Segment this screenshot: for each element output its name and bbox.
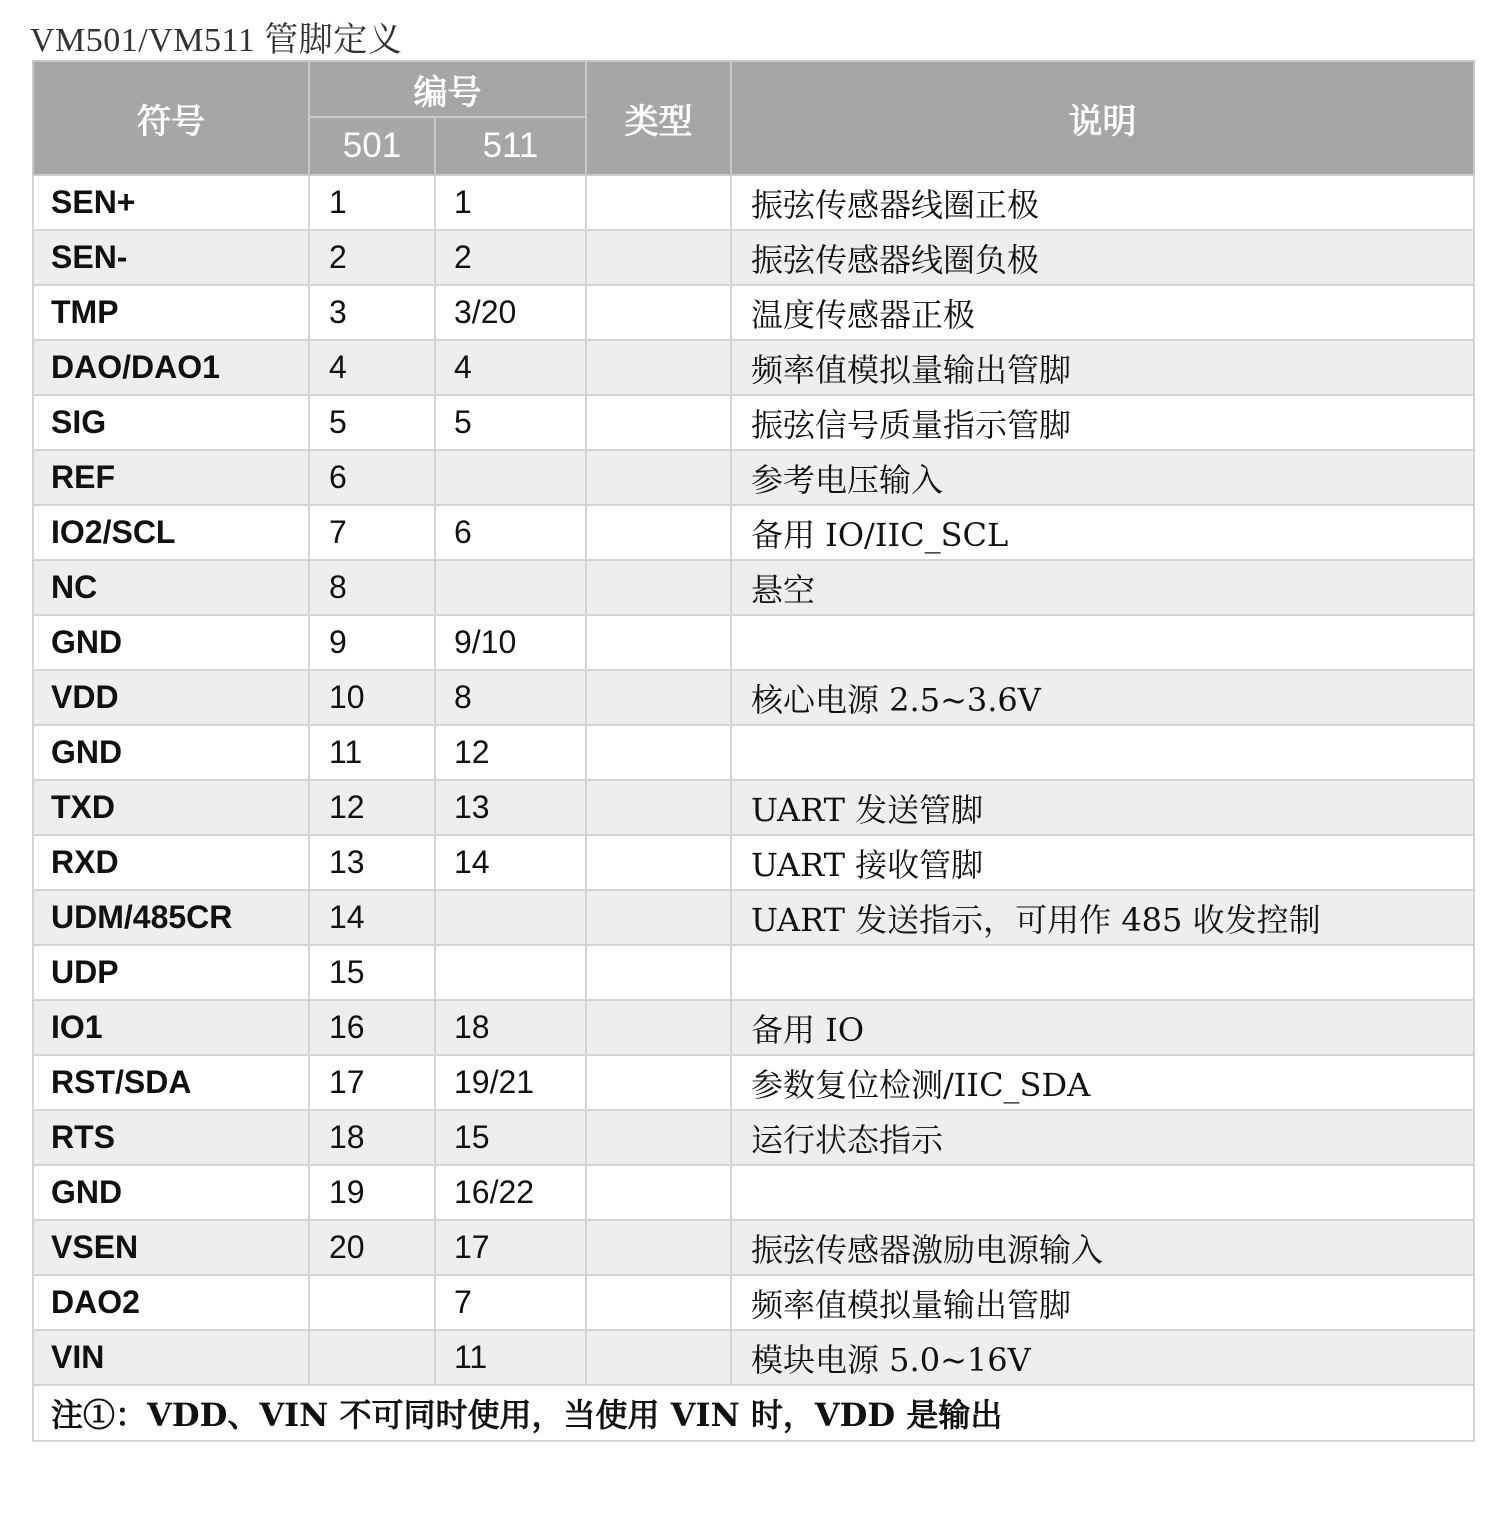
cell-type xyxy=(586,1330,731,1385)
cell-type xyxy=(586,175,731,230)
cell-501: 7 xyxy=(309,505,435,560)
cell-511: 1 xyxy=(435,175,586,230)
cell-511: 14 xyxy=(435,835,586,890)
cell-type xyxy=(586,395,731,450)
table-row xyxy=(33,230,1474,285)
cell-symbol: RST/SDA xyxy=(33,1055,309,1110)
table-row xyxy=(33,1330,1474,1385)
cell-symbol: IO2/SCL xyxy=(33,505,309,560)
cell-type xyxy=(586,615,731,670)
cell-description xyxy=(731,1165,1474,1220)
cell-501: 2 xyxy=(309,230,435,285)
table-row xyxy=(33,1055,1474,1110)
cell-symbol: NC xyxy=(33,560,309,615)
header-number: 编号 xyxy=(309,61,586,117)
cell-type xyxy=(586,1110,731,1165)
cell-501: 18 xyxy=(309,1110,435,1165)
cell-type xyxy=(586,945,731,1000)
header-511: 511 xyxy=(435,117,586,175)
cell-description: 运行状态指示 xyxy=(731,1110,1474,1165)
cell-501: 14 xyxy=(309,890,435,945)
table-note: 注①：VDD、VIN 不可同时使用，当使用 VIN 时，VDD 是输出 xyxy=(33,1385,1474,1441)
cell-symbol: RTS xyxy=(33,1110,309,1165)
cell-symbol: VIN xyxy=(33,1330,309,1385)
cell-511: 15 xyxy=(435,1110,586,1165)
cell-511: 3/20 xyxy=(435,285,586,340)
cell-511: 11 xyxy=(435,1330,586,1385)
cell-type xyxy=(586,1165,731,1220)
cell-symbol: SEN+ xyxy=(33,175,309,230)
cell-511: 17 xyxy=(435,1220,586,1275)
cell-type xyxy=(586,1000,731,1055)
cell-501: 15 xyxy=(309,945,435,1000)
cell-symbol: GND xyxy=(33,725,309,780)
cell-description: UART 接收管脚 xyxy=(731,835,1474,890)
cell-type xyxy=(586,835,731,890)
cell-501: 11 xyxy=(309,725,435,780)
cell-description: 振弦传感器激励电源输入 xyxy=(731,1220,1474,1275)
cell-type xyxy=(586,230,731,285)
cell-511: 4 xyxy=(435,340,586,395)
header-description: 说明 xyxy=(731,61,1474,175)
cell-501: 10 xyxy=(309,670,435,725)
cell-symbol: VSEN xyxy=(33,1220,309,1275)
cell-type xyxy=(586,780,731,835)
cell-symbol: DAO2 xyxy=(33,1275,309,1330)
cell-symbol: SEN- xyxy=(33,230,309,285)
cell-511: 13 xyxy=(435,780,586,835)
cell-type xyxy=(586,285,731,340)
cell-type xyxy=(586,505,731,560)
cell-501: 8 xyxy=(309,560,435,615)
table-row xyxy=(33,395,1474,450)
cell-symbol: GND xyxy=(33,1165,309,1220)
cell-type xyxy=(586,340,731,395)
cell-symbol: DAO/DAO1 xyxy=(33,340,309,395)
table-row xyxy=(33,1110,1474,1165)
cell-symbol: RXD xyxy=(33,835,309,890)
cell-501: 16 xyxy=(309,1000,435,1055)
cell-description: 备用 IO/IIC_SCL xyxy=(731,505,1474,560)
table-row xyxy=(33,835,1474,890)
cell-description: UART 发送管脚 xyxy=(731,780,1474,835)
cell-511: 7 xyxy=(435,1275,586,1330)
page-title: VM501/VM511 管脚定义 xyxy=(30,22,403,59)
cell-description: 备用 IO xyxy=(731,1000,1474,1055)
table-row xyxy=(33,945,1474,1000)
cell-511: 5 xyxy=(435,395,586,450)
cell-511: 19/21 xyxy=(435,1055,586,1110)
cell-symbol: TMP xyxy=(33,285,309,340)
cell-501 xyxy=(309,1330,435,1385)
cell-501: 3 xyxy=(309,285,435,340)
cell-501: 4 xyxy=(309,340,435,395)
cell-type xyxy=(586,450,731,505)
cell-511 xyxy=(435,945,586,1000)
cell-type xyxy=(586,725,731,780)
cell-description: 模块电源 5.0~16V xyxy=(731,1330,1474,1385)
cell-type xyxy=(586,1275,731,1330)
table-row xyxy=(33,615,1474,670)
cell-501: 12 xyxy=(309,780,435,835)
cell-description: 振弦传感器线圈负极 xyxy=(731,230,1474,285)
table-header xyxy=(33,61,1474,175)
cell-type xyxy=(586,890,731,945)
cell-501: 17 xyxy=(309,1055,435,1110)
cell-description: 频率值模拟量输出管脚 xyxy=(731,1275,1474,1330)
cell-511: 6 xyxy=(435,505,586,560)
cell-511 xyxy=(435,560,586,615)
cell-511: 16/22 xyxy=(435,1165,586,1220)
cell-description: 参数复位检测/IIC_SDA xyxy=(731,1055,1474,1110)
table-row xyxy=(33,1165,1474,1220)
table-row xyxy=(33,1220,1474,1275)
cell-501: 1 xyxy=(309,175,435,230)
cell-description: 核心电源 2.5~3.6V xyxy=(731,670,1474,725)
cell-symbol: GND xyxy=(33,615,309,670)
cell-type xyxy=(586,1055,731,1110)
cell-description: 频率值模拟量输出管脚 xyxy=(731,340,1474,395)
cell-511: 18 xyxy=(435,1000,586,1055)
cell-501: 19 xyxy=(309,1165,435,1220)
cell-description xyxy=(731,945,1474,1000)
cell-511: 2 xyxy=(435,230,586,285)
table-row xyxy=(33,725,1474,780)
cell-description: UART 发送指示，可用作 485 收发控制 xyxy=(731,890,1474,945)
cell-511: 8 xyxy=(435,670,586,725)
cell-description: 温度传感器正极 xyxy=(731,285,1474,340)
cell-511 xyxy=(435,890,586,945)
table-row xyxy=(33,670,1474,725)
cell-description: 悬空 xyxy=(731,560,1474,615)
table-row xyxy=(33,505,1474,560)
table-row xyxy=(33,780,1474,835)
cell-symbol: UDP xyxy=(33,945,309,1000)
cell-description: 参考电压输入 xyxy=(731,450,1474,505)
cell-description: 振弦传感器线圈正极 xyxy=(731,175,1474,230)
pin-definition-table xyxy=(32,60,1475,1442)
cell-501: 5 xyxy=(309,395,435,450)
table-row xyxy=(33,1275,1474,1330)
cell-description xyxy=(731,615,1474,670)
cell-symbol: SIG xyxy=(33,395,309,450)
table-row xyxy=(33,1000,1474,1055)
cell-description: 振弦信号质量指示管脚 xyxy=(731,395,1474,450)
table-body xyxy=(33,175,1474,1385)
table-row xyxy=(33,450,1474,505)
cell-501: 6 xyxy=(309,450,435,505)
cell-511: 9/10 xyxy=(435,615,586,670)
cell-type xyxy=(586,560,731,615)
cell-symbol: REF xyxy=(33,450,309,505)
header-501: 501 xyxy=(309,117,435,175)
cell-501: 20 xyxy=(309,1220,435,1275)
cell-501 xyxy=(309,1275,435,1330)
header-symbol: 符号 xyxy=(33,61,309,175)
cell-description xyxy=(731,725,1474,780)
cell-511: 12 xyxy=(435,725,586,780)
table-row xyxy=(33,175,1474,230)
table-row xyxy=(33,560,1474,615)
cell-511 xyxy=(435,450,586,505)
cell-symbol: VDD xyxy=(33,670,309,725)
cell-symbol: IO1 xyxy=(33,1000,309,1055)
cell-501: 9 xyxy=(309,615,435,670)
cell-type xyxy=(586,670,731,725)
cell-symbol: TXD xyxy=(33,780,309,835)
table-row xyxy=(33,340,1474,395)
cell-501: 13 xyxy=(309,835,435,890)
header-type: 类型 xyxy=(586,61,731,175)
cell-type xyxy=(586,1220,731,1275)
table-row xyxy=(33,285,1474,340)
table-row xyxy=(33,890,1474,945)
cell-symbol: UDM/485CR xyxy=(33,890,309,945)
